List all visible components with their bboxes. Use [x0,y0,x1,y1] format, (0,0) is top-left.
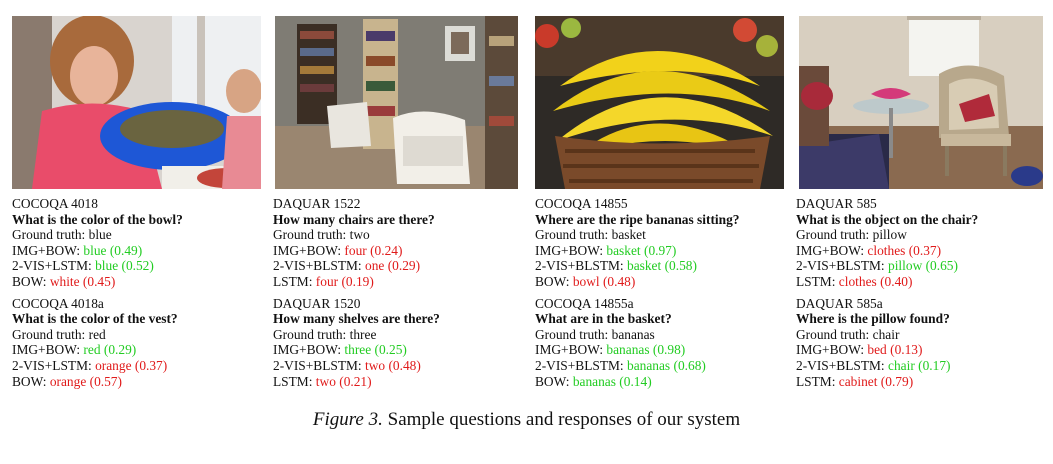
model-answer-line [273,358,440,374]
dataset-id: COCOQA 14855a [535,295,634,311]
ground-truth-line [12,227,183,243]
ground-truth-label: Ground truth: [796,227,870,243]
qa-entry [535,296,739,390]
model-answer-correct: blue (0.49) [83,242,143,258]
ground-truth-value: red [88,326,106,342]
question-text: What is the color of the vest? [12,311,178,327]
model-answer-wrong: two (0.48) [365,357,421,373]
entries-list [273,196,440,395]
model-name: BOW: [12,373,47,389]
ground-truth-value: basket [611,227,646,243]
ground-truth-line [273,327,440,343]
ground-truth-value: two [349,227,370,243]
model-answer-line [535,274,739,290]
model-name: 2-VIS+BLSTM: [535,258,624,274]
ground-truth-value: bananas [611,326,655,342]
model-answer-line [535,243,739,259]
qa-entry [796,196,978,290]
entries-list [796,196,978,395]
model-answer-line [12,243,183,259]
model-answer-line [273,342,440,358]
model-answer-line [12,258,183,274]
model-answer-line [273,274,440,290]
model-answer-line [535,342,739,358]
model-name: IMG+BOW: [796,342,865,358]
model-name: IMG+BOW: [12,242,81,258]
model-answer-line [12,374,183,390]
question-text: How many chairs are there? [273,211,435,227]
ground-truth-label: Ground truth: [12,326,86,342]
qa-entry [273,296,440,390]
dataset-id: COCOQA 14855 [535,196,628,211]
qa-entry [12,196,183,290]
dataset-id: COCOQA 4018a [12,295,104,311]
model-answer-correct: pillow (0.65) [888,258,958,274]
ground-truth-value: chair [872,326,900,342]
qa-entry [535,196,739,290]
model-name: BOW: [535,273,570,289]
chair-with-pillow-photo [799,16,1043,189]
model-answer-wrong: bed (0.13) [867,342,923,358]
model-answer-line [796,274,978,290]
model-name: IMG+BOW: [273,342,342,358]
model-answer-wrong: clothes (0.37) [867,242,942,258]
ground-truth-label: Ground truth: [273,227,347,243]
model-answer-line [12,342,183,358]
model-name: LSTM: [273,373,313,389]
model-name: 2-VIS+BLSTM: [273,357,362,373]
question-text: What is the object on the chair? [796,211,979,227]
dataset-id: DAQUAR 1520 [273,295,361,311]
ground-truth-label: Ground truth: [535,227,609,243]
model-name: BOW: [12,273,47,289]
question-text: Where are the ripe bananas sitting? [535,211,740,227]
model-answer-correct: three (0.25) [344,342,407,358]
question-text: How many shelves are there? [273,311,440,327]
model-answer-correct: chair (0.17) [888,357,951,373]
ground-truth-line [796,327,978,343]
room-with-chairs-and-shelves-photo [275,16,518,189]
model-answer-wrong: orange (0.57) [49,373,122,389]
model-answer-correct: bananas (0.98) [606,342,686,358]
model-name: BOW: [535,373,570,389]
model-answer-line [796,374,978,390]
model-answer-line [273,374,440,390]
model-answer-line [796,342,978,358]
model-name: 2-VIS+BLSTM: [273,258,362,274]
model-name: 2-VIS+LSTM: [12,357,92,373]
question-text: Where is the pillow found? [796,311,950,327]
model-name: LSTM: [273,273,313,289]
model-answer-wrong: two (0.21) [315,373,372,389]
bananas-in-basket-photo [535,16,784,189]
dataset-id: DAQUAR 1522 [273,196,361,211]
dataset-id: DAQUAR 585 [796,196,877,211]
model-name: IMG+BOW: [273,242,342,258]
woman-with-blue-bowl-photo [12,16,261,189]
ground-truth-value: three [349,326,377,342]
entries-list [12,196,183,395]
qa-entry [12,296,183,390]
model-answer-correct: red (0.29) [83,342,137,358]
model-name: 2-VIS+LSTM: [12,258,92,274]
model-name: IMG+BOW: [535,342,604,358]
ground-truth-label: Ground truth: [796,326,870,342]
model-answer-wrong: bowl (0.48) [572,273,636,289]
model-answer-correct: bananas (0.68) [627,357,706,373]
ground-truth-value: blue [88,227,112,243]
dataset-id: DAQUAR 585a [796,295,883,311]
model-answer-line [535,358,739,374]
ground-truth-line [273,227,440,243]
model-answer-correct: basket (0.58) [627,258,697,274]
model-name: IMG+BOW: [12,342,81,358]
model-name: IMG+BOW: [535,242,604,258]
model-answer-line [796,258,978,274]
model-answer-wrong: clothes (0.40) [838,273,913,289]
entries-list [535,196,739,395]
dataset-id: COCOQA 4018 [12,196,98,211]
model-name: 2-VIS+BLSTM: [796,357,885,373]
model-answer-correct: basket (0.97) [606,242,677,258]
question-text: What are in the basket? [535,311,672,327]
model-answer-wrong: one (0.29) [365,258,421,274]
ground-truth-line [535,327,739,343]
model-answer-correct: blue (0.52) [95,258,154,274]
ground-truth-label: Ground truth: [12,227,86,243]
model-answer-line [535,258,739,274]
model-answer-line [535,374,739,390]
model-answer-wrong: white (0.45) [49,273,116,289]
model-answer-line [796,358,978,374]
model-answer-line [273,258,440,274]
ground-truth-line [12,327,183,343]
ground-truth-label: Ground truth: [273,326,347,342]
model-name: LSTM: [796,373,836,389]
model-answer-correct: bananas (0.14) [572,373,652,389]
model-name: 2-VIS+BLSTM: [796,258,885,274]
model-name: 2-VIS+BLSTM: [535,357,624,373]
model-name: IMG+BOW: [796,242,865,258]
model-answer-wrong: four (0.19) [315,273,374,289]
model-name: LSTM: [796,273,836,289]
model-answer-wrong: cabinet (0.79) [838,373,914,389]
model-answer-line [12,358,183,374]
model-answer-line [796,243,978,259]
figure-caption-text: Sample questions and responses of our system [387,409,741,430]
qa-entry [796,296,978,390]
ground-truth-value: pillow [872,227,907,243]
figure-caption [0,409,1053,431]
qa-entry [273,196,440,290]
ground-truth-line [535,227,739,243]
model-answer-line [12,274,183,290]
ground-truth-label: Ground truth: [535,326,609,342]
ground-truth-line [796,227,978,243]
model-answer-wrong: four (0.24) [344,242,403,258]
model-answer-line [273,243,440,259]
figure-label: Figure 3. [312,409,383,430]
question-text: What is the color of the bowl? [12,211,183,227]
model-answer-wrong: orange (0.37) [95,357,168,373]
